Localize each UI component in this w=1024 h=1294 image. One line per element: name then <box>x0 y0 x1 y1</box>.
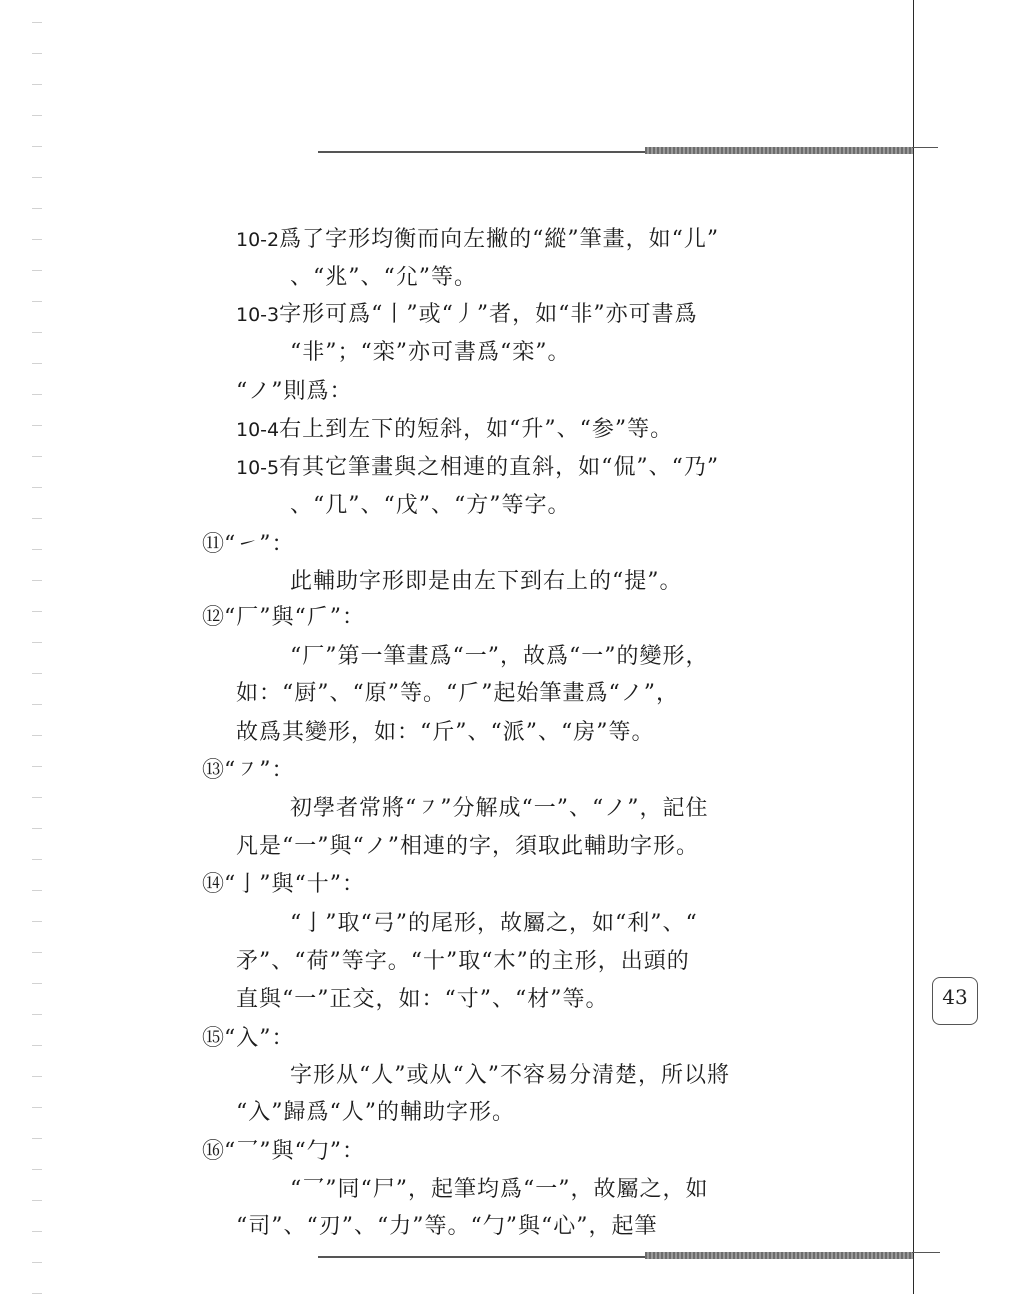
page-number: 43 <box>932 977 978 1025</box>
bottom-rule-tick <box>912 1252 940 1253</box>
text-line: 10-4右上到左下的短斜，如“升”、“参”等。 <box>236 417 674 442</box>
section-heading: ⑬“㇇”： <box>202 758 295 783</box>
perforation-marks <box>32 0 42 1294</box>
bottom-rule-thick <box>645 1252 913 1259</box>
text-line: “ノ”則爲： <box>236 379 353 404</box>
bottom-rule <box>318 1256 648 1258</box>
text-line: 、“兆”、“尣”等。 <box>290 265 477 290</box>
section-heading: ⑮“入”： <box>202 1026 295 1051</box>
section-heading: ⑪“㇀”： <box>202 532 295 557</box>
text-line: “厂”第一筆畫爲“一”，故爲“一”的變形， <box>290 644 709 669</box>
text-line: 凡是“一”與“ノ”相連的字，須取此輔助字形。 <box>236 834 699 859</box>
section-heading: ⑯“乛”與“勹”： <box>202 1139 366 1164</box>
top-rule-thick <box>645 147 913 154</box>
text-line: 10-5有其它筆畫與之相連的直斜，如“侃”、“乃” <box>236 455 720 480</box>
text-line: 10-3字形可爲“丨”或“丿”者，如“非”亦可書爲 <box>236 302 698 327</box>
top-rule <box>318 151 648 153</box>
text-line: 如：“厨”、“原”等。“𠂆”起始筆畫爲“ノ”， <box>236 681 679 706</box>
section-heading: ⑫“厂”與“𠂆”： <box>202 605 366 630</box>
text-line: “亅”取“弓”的尾形，故屬之，如“利”、“ <box>290 911 698 936</box>
text-line: 矛”、“荷”等字。“十”取“木”的主形，出頭的 <box>236 949 690 974</box>
text-line: 故爲其變形，如：“斤”、“派”、“房”等。 <box>236 720 655 745</box>
section-heading: ⑭“亅”與“十”： <box>202 872 366 897</box>
text-line: “入”歸爲“人”的輔助字形。 <box>236 1100 515 1125</box>
text-line: 10-2爲了字形均衡而向左撇的“縱”筆畫，如“儿” <box>236 227 720 252</box>
text-line: 直與“一”正交，如：“寸”、“材”等。 <box>236 987 609 1012</box>
text-line: “乛”同“尸”，起筆均爲“一”，故屬之，如 <box>290 1177 709 1202</box>
text-line: 初學者常將“㇇”分解成“一”、“ノ”，記住 <box>290 796 709 821</box>
right-margin-line <box>913 0 914 1294</box>
text-line: 此輔助字形即是由左下到右上的“提”。 <box>290 569 683 594</box>
text-line: “非”；“栾”亦可書爲“栾”。 <box>290 340 571 365</box>
text-line: 、“几”、“戊”、“方”等字。 <box>290 493 571 518</box>
text-line: 字形从“人”或从“入”不容易分清楚，所以將 <box>290 1063 730 1088</box>
text-line: “司”、“刃”、“力”等。“勹”與“心”，起筆 <box>236 1214 658 1239</box>
top-rule-tick <box>912 147 938 148</box>
